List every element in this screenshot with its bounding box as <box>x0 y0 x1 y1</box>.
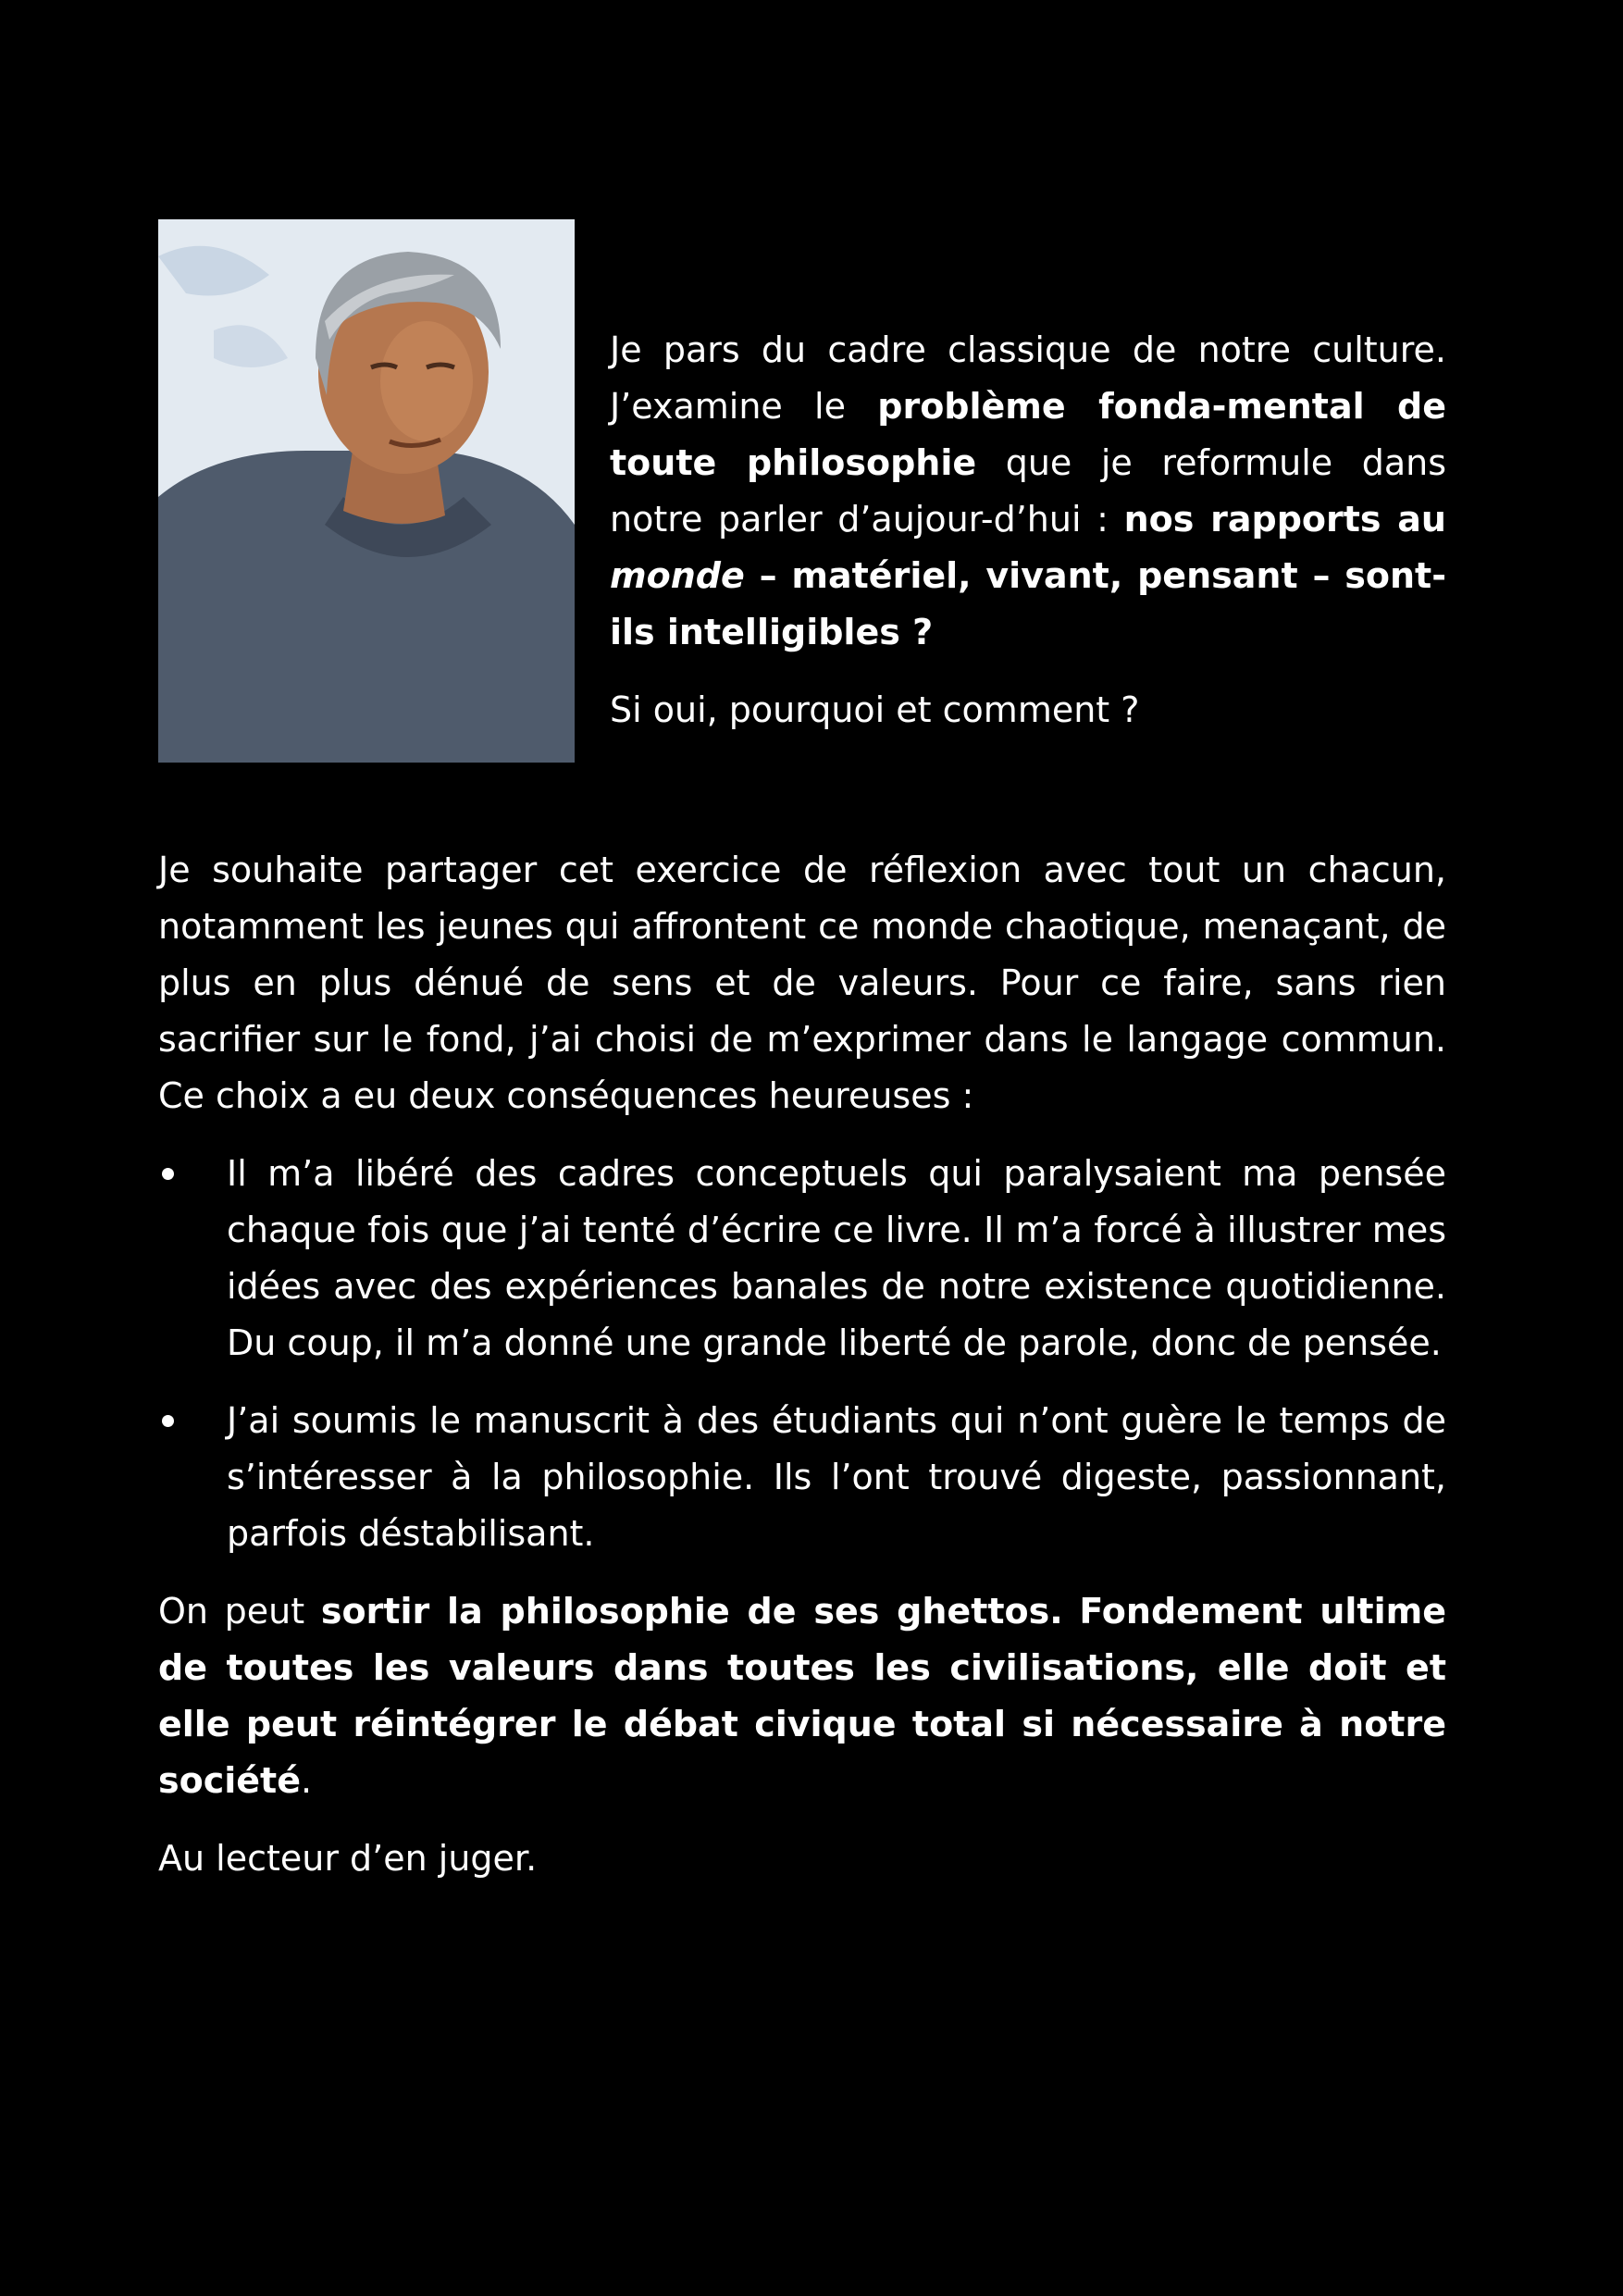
intro-text <box>610 322 1446 760</box>
closing-line: Au lecteur d’en juger. <box>158 1838 538 1879</box>
bold-text: problème fonda-mental de toute philosophie <box>610 386 1446 483</box>
bullet-text: Il m’a libéré des cadres conceptuels qui paralysaient ma pensée chaque fois que j’ai tenté d’écrire ce livre. Il m’a forcé à illustrer mes idées avec des expériences banales de notre existence quotidienne. Du coup, il m’a donné une grande liberté de parole, donc de pensée. <box>227 1153 1446 1363</box>
bullet-item <box>158 1393 1446 1562</box>
body-paragraph-3 <box>158 1583 1446 1809</box>
body-text <box>158 842 1446 1908</box>
text-run: que je reformule dans notre parler d’aujour-d’hui : <box>610 442 1446 540</box>
bullet-text: J’ai soumis le manuscrit à des étudiants qui n’ont guère le temps de s’intéresser à la philosophie. Ils l’ont trouvé digeste, passionnant, parfois déstabilisant. <box>227 1400 1446 1554</box>
bullet-icon <box>162 1168 174 1180</box>
bullet-icon <box>162 1415 174 1427</box>
bullet-list <box>158 1146 1446 1562</box>
bold-text: Fondement ultime de toutes les valeurs dans toutes les civilisations, elle doit et elle peut réintégrer le débat civique total si nécessaire à notre société <box>158 1591 1446 1801</box>
text-run: On peut <box>158 1591 321 1632</box>
author-portrait <box>158 219 575 763</box>
bold-text: sortir la philosophie de ses ghettos. <box>320 1591 1063 1632</box>
text-run <box>1063 1591 1080 1632</box>
intro-question: Si oui, pourquoi et comment ? <box>610 689 1140 730</box>
text-run: Je pars du cadre classique de notre culture. J’examine le <box>610 329 1446 427</box>
bullet-item <box>158 1146 1446 1371</box>
bold-text: – matériel, vivant, pensant – sont-ils intelligibles ? <box>610 555 1446 652</box>
body-paragraph-1: Je souhaite partager cet exercice de réflexion avec tout un chacun, notamment les jeunes qui affrontent ce monde chaotique, menaçant, de plus en plus dénué de sens et de valeurs. Pour ce faire, sans rien sacrifier sur le fond, j’ai choisi de m’exprimer dans le langage commun. Ce choix a eu deux conséquences heureuses : <box>158 850 1446 1116</box>
text-run: . <box>301 1760 313 1801</box>
person-photo-icon <box>158 219 575 763</box>
bold-italic-text: monde <box>610 555 745 596</box>
bold-text: nos rapports au <box>1123 499 1446 540</box>
intro-paragraph <box>610 322 1446 661</box>
